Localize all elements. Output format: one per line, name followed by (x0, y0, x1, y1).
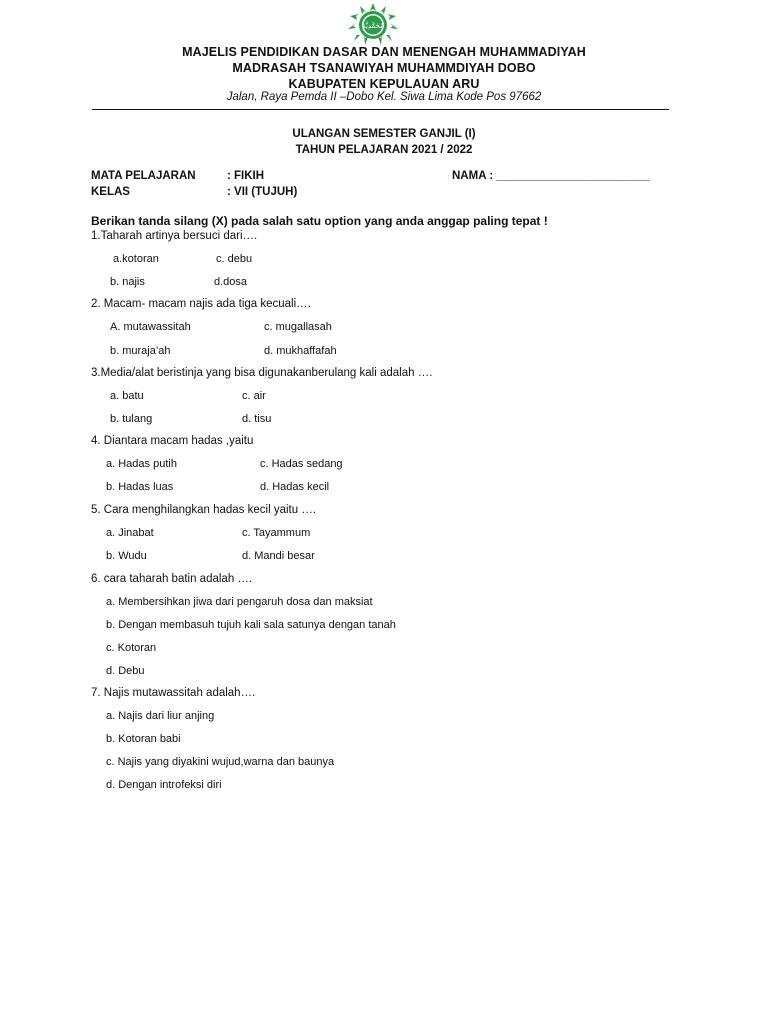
q5-option-b: b. Wudu (106, 550, 147, 562)
q6-option-c: c. Kotoran (106, 642, 157, 654)
q7-option-c: c. Najis yang diyakini wujud,warna dan baunya (106, 756, 335, 768)
q4-option-b: b. Hadas luas (106, 481, 174, 493)
q1-option-d: d.dosa (214, 276, 248, 288)
subject-label: MATA PELAJARAN (91, 170, 196, 182)
header-divider (92, 109, 669, 110)
school-address: Jalan, Raya Pemda II –Dobo Kel. Siwa Lima Kode Pos 97662 (226, 91, 542, 103)
exam-year: TAHUN PELAJARAN 2021 / 2022 (295, 144, 473, 156)
org-name: MAJELIS PENDIDIKAN DASAR DAN MENENGAH MUHAMMADIYAH (182, 45, 586, 59)
question-2: 2. Macam- macam najis ada tiga kecuali…. (91, 298, 311, 310)
school-name: MADRASAH TSANAWIYAH MUHAMMDIYAH DOBO (232, 61, 536, 75)
logo-lettering: مُحَمَّدِيَّة (362, 23, 384, 30)
q3-option-c: c. air (242, 390, 266, 402)
q6-option-b: b. Dengan membasuh tujuh kali sala satunya dengan tanah (106, 619, 396, 631)
q5-option-a: a. Jinabat (106, 527, 154, 539)
q1-option-b: b. najis (110, 276, 145, 288)
question-4: 4. Diantara macam hadas ,yaitu (91, 435, 254, 447)
q3-option-d: d. tisu (242, 413, 272, 425)
q5-option-c: c. Tayammum (242, 527, 311, 539)
q3-option-a: a. batu (110, 390, 144, 402)
class-value: : VII (TUJUH) (227, 186, 298, 198)
muhammadiyah-logo (347, 2, 399, 46)
q2-option-a: A. mutawassitah (110, 321, 191, 333)
exam-title: ULANGAN SEMESTER GANJIL (I) (292, 128, 476, 140)
question-1: 1.Taharah artinya bersuci dari…. (91, 230, 258, 242)
question-6: 6. cara taharah batin adalah …. (91, 573, 253, 585)
name-field: NAMA : ________________________ (452, 170, 650, 182)
question-7: 7. Najis mutawassitah adalah…. (91, 687, 256, 699)
q1-option-c: c. debu (216, 253, 253, 265)
q2-option-c: c. mugallasah (264, 321, 332, 333)
question-3: 3.Media/alat beristinja yang bisa digunakanberulang kali adalah …. (91, 367, 433, 379)
q2-option-d: d. mukhaffafah (264, 345, 337, 357)
class-label: KELAS (91, 186, 130, 198)
q1-option-a: a.kotoran (113, 253, 159, 265)
q7-option-a: a. Najis dari liur anjing (106, 710, 215, 722)
q4-option-c: c. Hadas sedang (260, 458, 343, 470)
q5-option-d: d. Mandi besar (242, 550, 315, 562)
q6-option-a: a. Membersihkan jiwa dari pengaruh dosa dan maksiat (106, 596, 373, 608)
subject-value: : FIKIH (227, 170, 265, 182)
q7-option-b: b. Kotoran babi (106, 733, 181, 745)
q4-option-a: a. Hadas putih (106, 458, 177, 470)
q3-option-b: b. tulang (110, 413, 153, 425)
instruction: Berikan tanda silang (X) pada salah satu option yang anda anggap paling tepat ! (91, 214, 548, 228)
q2-option-b: b. muraja’ah (110, 345, 171, 357)
regency-name: KABUPATEN KEPULAUAN ARU (288, 77, 480, 91)
q6-option-d: d. Debu (106, 665, 145, 677)
q4-option-d: d. Hadas kecil (260, 481, 330, 493)
q7-option-d: d. Dengan introfeksi diri (106, 779, 222, 791)
question-5: 5. Cara menghilangkan hadas kecil yaitu …. (91, 504, 317, 516)
